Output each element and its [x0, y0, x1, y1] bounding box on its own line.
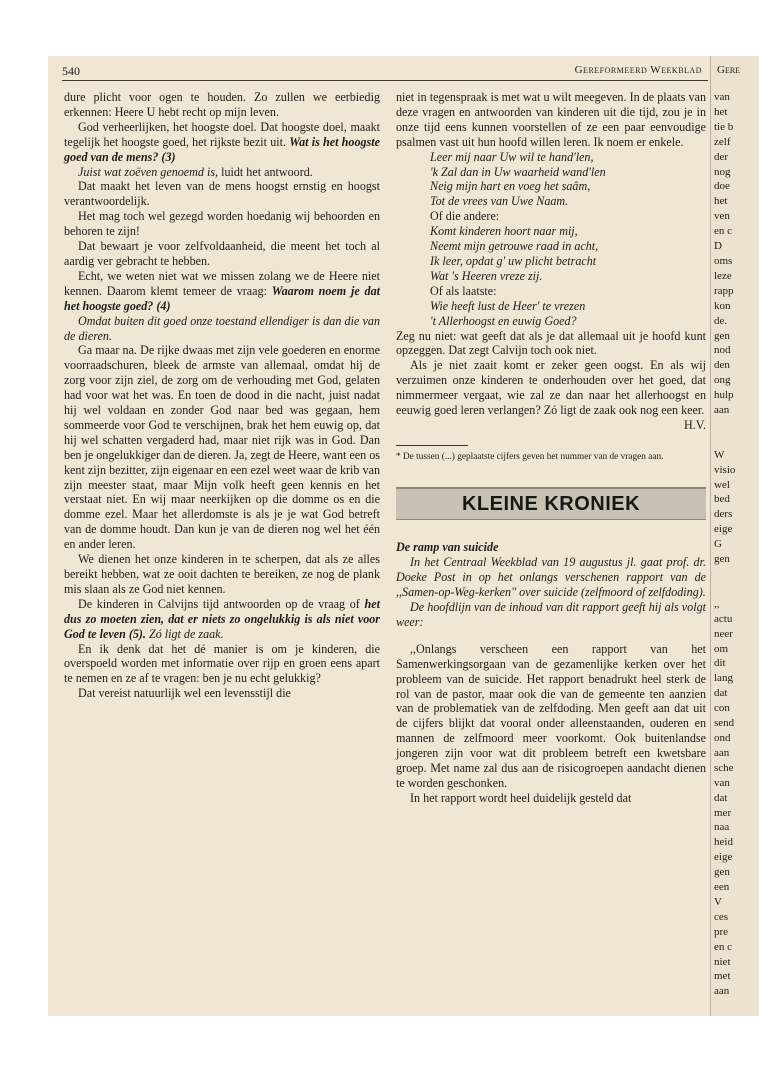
next-page-fragment: van: [714, 776, 730, 789]
next-page-fragment: ven: [714, 210, 730, 223]
next-page-fragment: [714, 418, 758, 433]
next-page-fragment: con: [714, 702, 730, 715]
next-page-fragment: [714, 433, 758, 448]
next-page-fragment: wel: [714, 478, 730, 491]
page-number: 540: [62, 64, 80, 78]
next-page-fragment: met: [714, 970, 731, 983]
next-page-fragment: W: [714, 448, 725, 461]
left-column: [64, 90, 380, 701]
paragraph: Als je niet zaait komt er zeker geen oogst. En als wij verzuimen onze kinderen te onderhouden over het goed, dat nimmermeer vergaat, wie zal ze dan naar het allerhoogst en eeuwig goed leren verlangen? Zó ligt de zaak ook nog een keer.: [396, 358, 706, 418]
quote-paragraph: In het rapport wordt heel duidelijk gesteld dat: [410, 790, 632, 805]
next-page-fragment: dit: [714, 657, 726, 670]
next-page-fragment: mer: [714, 806, 732, 819]
next-page-fragment: kon: [714, 299, 731, 312]
next-page-fragment: doe: [714, 180, 730, 193]
paragraph: God verheerlijken, het hoogste doel. Dat hoogste doel, maakt tegelijk het hoogste goed, het rijkste bezit uit. Wat is het hoogste goed van de mens? (3): [64, 119, 380, 164]
paragraph: We dienen het onze kinderen in te scherpen, dat als ze alles bereikt hebben, wat ze ooit dachten te bereiken, ze nog de plank mis slaan als ze God niet kennen.: [64, 552, 380, 596]
next-page-fragment: V: [714, 895, 722, 908]
next-page-fragment: tie b: [714, 120, 734, 133]
next-page-fragment: leze: [714, 269, 732, 282]
next-page-fragment: sche: [714, 761, 734, 774]
next-page-fragment: en c: [714, 225, 733, 238]
next-page-fragment: naa: [714, 821, 730, 834]
header-rule: [62, 80, 708, 81]
next-page-fragment: aan: [714, 404, 730, 417]
next-page-fragment: heid: [714, 836, 733, 849]
right-column: [396, 90, 706, 806]
article-heading: De ramp van suicide: [396, 540, 499, 555]
author-signature: H.V.: [684, 417, 706, 432]
next-page-fragment: hulp: [714, 389, 734, 402]
next-page-fragment: het: [714, 195, 728, 208]
next-page-fragment: van: [714, 91, 730, 103]
paragraph: Ga maar na. De rijke dwaas met zijn vele goederen en enorme voorraadschuren, bleek de armste van allemaal, omdat hij de zorg voor zijn ziel, de zorg om de verhouding met God, gelaten had voor wat het was. En toen de dood in die nacht, juist nadat hij wel voldaan en zonder God naar bed was gegaan, hem sommeerde voor God te verschijnen, brak het hem euwig op, dat hij wel schatten vergaderd had, maar niet rijk was in God. Dan ben je ongelukkiger dan de dieren. Ja, zegt de Heere, want een os kent zijn bezitter, zijn eigenaar en een ezel weet waar de krib van zijn meester staat, maar Mijn volk heeft geen kennis en het verstaat niet. En wij maar neerkijken op die domme os en die domme ezel. Maar het allerdomste is als je je wat God betreft van de domme houdt. Dan kun je van de dieren nog wel het één en ander leren.: [64, 343, 380, 552]
next-page-fragment: en c: [714, 940, 733, 953]
next-page-fragment: om: [714, 642, 729, 655]
next-page-fragment: [714, 582, 758, 597]
next-page-fragment: visio: [714, 463, 736, 476]
next-page-fragment: aan: [714, 746, 730, 759]
psalm-verse-1: Leer mij naar Uw wil te hand'len, 'k Zal dan in Uw waarheid wand'len Neig mijn hart en voeg het saâm, Tot de vrees van Uwe Naam.: [430, 149, 606, 209]
next-page-fragment: niet: [714, 955, 731, 968]
next-page-fragment: der: [714, 150, 729, 163]
next-page-fragment: de.: [714, 314, 728, 327]
next-page-fragment: ,,: [714, 597, 720, 610]
next-page-fragment: het: [714, 105, 728, 118]
footnote-rule: [396, 445, 468, 446]
paragraph: En ik denk dat het dé manier is om je kinderen, die overspoeld worden met informatie over rijp en groen eens apart te nemen en ze af te vragen: ben je nu echt gelukkig?: [64, 641, 380, 686]
next-page-fragment: gen: [714, 329, 730, 342]
next-page-fragment: [714, 567, 758, 582]
verse-intro: Of als laatste:: [430, 283, 497, 298]
next-page-text: [714, 90, 758, 999]
next-page-fragment: dat: [714, 791, 728, 804]
next-page-fragment: ong: [714, 374, 731, 387]
article-intro: In het Centraal Weekblad van 19 augustus jl. gaat prof. dr. Doeke Post in op het onlangs verschenen rapport van de ,,Samen-op-Weg-kerken" over suicide (zelfmoord of zelfdoding).: [396, 555, 706, 600]
verse-intro: Of die andere:: [430, 209, 500, 224]
question-text: het dus zo moeten zien, dat er niets zo ongelukkig is als niet voor God te leven (5).: [64, 596, 380, 641]
next-page-fragment: rapp: [714, 284, 734, 297]
paragraph: dure plicht voor ogen te houden. Zo zullen we eerbiedig erkennen: Heere U hebt recht op mijn leven.: [64, 90, 380, 119]
next-page-fragment: G: [714, 538, 722, 551]
next-page-fragment: gen: [714, 866, 730, 879]
next-page-fragment: pre: [714, 925, 729, 938]
next-page-fragment: bed: [714, 493, 730, 506]
paragraph: Zeg nu niet: wat geeft dat als je dat allemaal uit je hoofd kunt opzeggen. Dat zegt Calvijn toch ook niet.: [396, 328, 706, 358]
section-banner: KLEINE KRONIEK: [396, 487, 706, 520]
next-page-fragment: nog: [714, 165, 731, 178]
footnote: * De tussen (...) geplaatste cijfers geven het nummer van de vragen aan.: [396, 451, 664, 462]
next-page-fragment: eige: [714, 523, 733, 536]
paragraph: Juist wat zoëven genoemd is, luidt het antwoord.: [78, 164, 313, 179]
next-page-fragment: aan: [714, 985, 730, 998]
next-page-fragment: nod: [714, 344, 731, 357]
next-page-title: Gere: [717, 64, 741, 76]
next-page-fragment: ces: [714, 910, 729, 923]
next-page-fragment: D: [714, 240, 722, 253]
psalm-verse-2: Komt kinderen hoort naar mij, Neemt mijn getrouwe raad in acht, Ik leer, opdat g' uw plicht betracht Wat 's Heeren vreze zij.: [430, 224, 599, 283]
page: [48, 56, 741, 1016]
paragraph: Dat maakt het leven van de mens hoogst ernstig en hoogst verantwoordelijk.: [64, 179, 380, 209]
paragraph: Dat vereist natuurlijk wel een levensstijl die: [78, 686, 291, 701]
next-page-fragment: ders: [714, 508, 733, 521]
article-intro: De hoofdlijn van de inhoud van dit rapport geeft hij als volgt weer:: [396, 599, 706, 629]
next-page-fragment: neer: [714, 627, 733, 640]
next-page-fragment: dat: [714, 687, 728, 700]
paragraph: Dat bewaart je voor zelfvoldaanheid, die meent het toch al aardig ver gebracht te hebben.: [64, 239, 380, 268]
paragraph: De kinderen in Calvijns tijd antwoorden op de vraag of het dus zo moeten zien, dat er niets zo ongelukkig is als niet voor God te leven (5). Zó ligt de zaak.: [64, 596, 380, 641]
next-page-fragment: gen: [714, 553, 730, 566]
next-page-fragment: den: [714, 359, 730, 372]
psalm-verse-3: Wie heeft lust de Heer' te vrezen 't Allerhoogst en euwig Goed?: [430, 298, 586, 328]
question-text: Wat is het hoogste goed van de mens? (3): [64, 134, 380, 164]
next-page-fragment: actu: [714, 612, 733, 625]
paragraph: Echt, we weten niet wat we missen zolang we de Heere niet kennen. Daarom klemt temeer de vraag: Waarom noem je dat het hoogste goed? (4): [64, 268, 380, 313]
next-page-fragment: lang: [714, 672, 733, 685]
running-title: Gereformeerd Weekblad: [574, 64, 702, 76]
next-page-fragment: zelf: [714, 135, 731, 148]
next-page-fragment: een: [714, 881, 730, 894]
question-text: Waarom noem je dat het hoogste goed? (4): [64, 283, 380, 313]
paragraph: Omdat buiten dit goed onze toestand ellendiger is dan die van de dieren.: [64, 313, 380, 343]
next-page-fragment: ond: [714, 731, 731, 744]
paragraph: niet in tegenspraak is met wat u wilt meegeven. In de plaats van deze vragen en antwoorden van kinderen uit die tijd, zou je in onze tijd eens kunnen voorstellen of ze een paar eenvoudige psalmen vast uit hun hoofd willen leren. Ik noem er enkele.: [396, 90, 706, 149]
next-page-fragment: send: [714, 717, 735, 730]
next-page-fragment: eige: [714, 851, 733, 864]
next-page-fragment: oms: [714, 254, 733, 267]
paragraph: Het mag toch wel gezegd worden hoedanig wij behoorden en behoren te zijn!: [64, 209, 380, 239]
quote-paragraph: ,,Onlangs verscheen een rapport van het Samenwerkingsorgaan van de gezamenlijke kerken over het probleem van de suicide. Het rapport benadrukt heel sterk de rol van de pastor, maar ook die van de gemeente ten aanzien van de problematiek van de zelfdoding. Men geeft aan dat uit de cijfers blijkt dat vooral onder alleenstaanden, ouderen en mannen de zelfmoord meer voorkomt. Ook buitenlandse jongeren zijn voor wat dit probleem betreft een kwetsbare groep. Met name zal dus aan de risicogroepen aandacht dienen te worden geschonken.: [396, 641, 706, 790]
